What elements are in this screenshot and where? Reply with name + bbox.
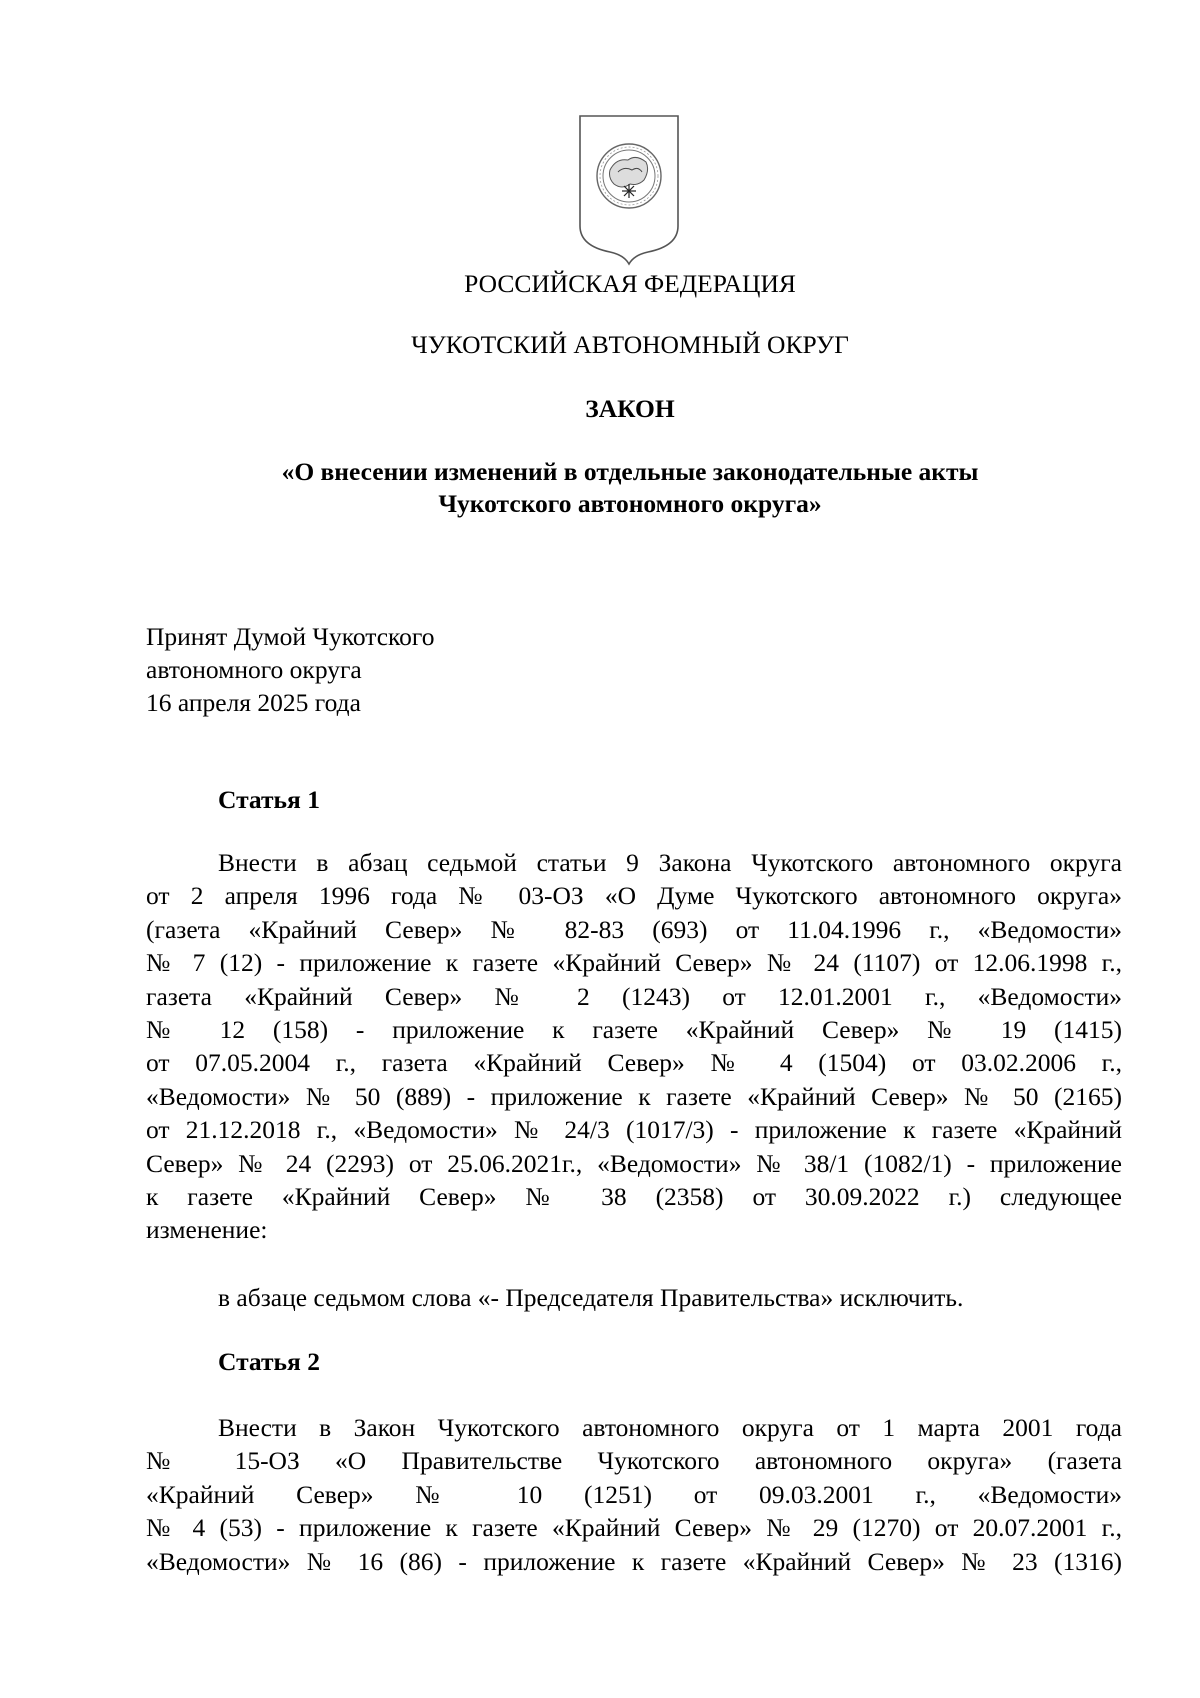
adoption-date: 16 апреля 2025 года	[146, 688, 361, 717]
paragraph-line: газета «Крайний Север» № 2 (1243) от 12.01.2001 г., «Ведомости»	[146, 981, 1122, 1011]
paragraph-line: № 15-ОЗ «О Правительстве Чукотского автономного округа» (газета	[146, 1446, 1122, 1476]
paragraph-line: «Крайний Север» № 10 (1251) от 09.03.2001 г., «Ведомости»	[146, 1479, 1122, 1509]
adoption-line-2: автономного округа	[146, 655, 362, 684]
article-1-amendment: в абзаце седьмом слова «- Председателя Правительства» исключить.	[218, 1283, 964, 1312]
paragraph-line: «Ведомости» № 50 (889) - приложение к газете «Крайний Север» № 50 (2165)	[146, 1081, 1122, 1111]
region-name: ЧУКОТСКИЙ АВТОНОМНЫЙ ОКРУГ	[411, 330, 849, 359]
article-1-heading: Статья 1	[218, 785, 320, 814]
law-title-line-1: «О внесении изменений в отдельные законодательные акты	[281, 457, 979, 486]
paragraph-line: от 2 апреля 1996 года № 03-ОЗ «О Думе Чукотского автономного округа»	[146, 881, 1122, 911]
paragraph-line: № 12 (158) - приложение к газете «Крайний Север» № 19 (1415)	[146, 1014, 1122, 1044]
paragraph-line: «Ведомости» № 16 (86) - приложение к газете «Крайний Север» № 23 (1316)	[146, 1546, 1122, 1576]
paragraph-line: к газете «Крайний Север» № 38 (2358) от 30.09.2022 г.) следующее	[146, 1181, 1122, 1211]
adoption-line-1: Принят Думой Чукотского	[146, 622, 435, 651]
law-title-line-2: Чукотского автономного округа»	[438, 489, 822, 518]
article-2-paragraph	[146, 1411, 1122, 1578]
paragraph-line: изменение:	[146, 1215, 268, 1245]
paragraph-line: Север» № 24 (2293) от 25.06.2021г., «Ведомости» № 38/1 (1082/1) - приложение	[146, 1148, 1122, 1178]
article-1-paragraph	[146, 846, 1122, 1247]
article-2-heading: Статья 2	[218, 1347, 320, 1376]
paragraph-line: (газета «Крайний Север» № 82-83 (693) от 11.04.1996 г., «Ведомости»	[146, 914, 1122, 944]
paragraph-line: Внести в абзац седьмой статьи 9 Закона Чукотского автономного округа	[218, 848, 1122, 877]
paragraph-line: № 4 (53) - приложение к газете «Крайний Север» № 29 (1270) от 20.07.2001 г.,	[146, 1513, 1122, 1543]
paragraph-line: от 07.05.2004 г., газета «Крайний Север» № 4 (1504) от 03.02.2006 г.,	[146, 1048, 1122, 1078]
coat-of-arms-icon	[578, 114, 680, 266]
paragraph-line: № 7 (12) - приложение к газете «Крайний Север» № 24 (1107) от 12.06.1998 г.,	[146, 948, 1122, 978]
country-name: РОССИЙСКАЯ ФЕДЕРАЦИЯ	[464, 269, 796, 298]
adoption-block	[146, 620, 434, 719]
paragraph-line: Внести в Закон Чукотского автономного округа от 1 марта 2001 года	[218, 1413, 1122, 1442]
document-type: ЗАКОН	[585, 394, 675, 423]
paragraph-line: от 21.12.2018 г., «Ведомости» № 24/3 (1017/3) - приложение к газете «Крайний	[146, 1115, 1122, 1145]
